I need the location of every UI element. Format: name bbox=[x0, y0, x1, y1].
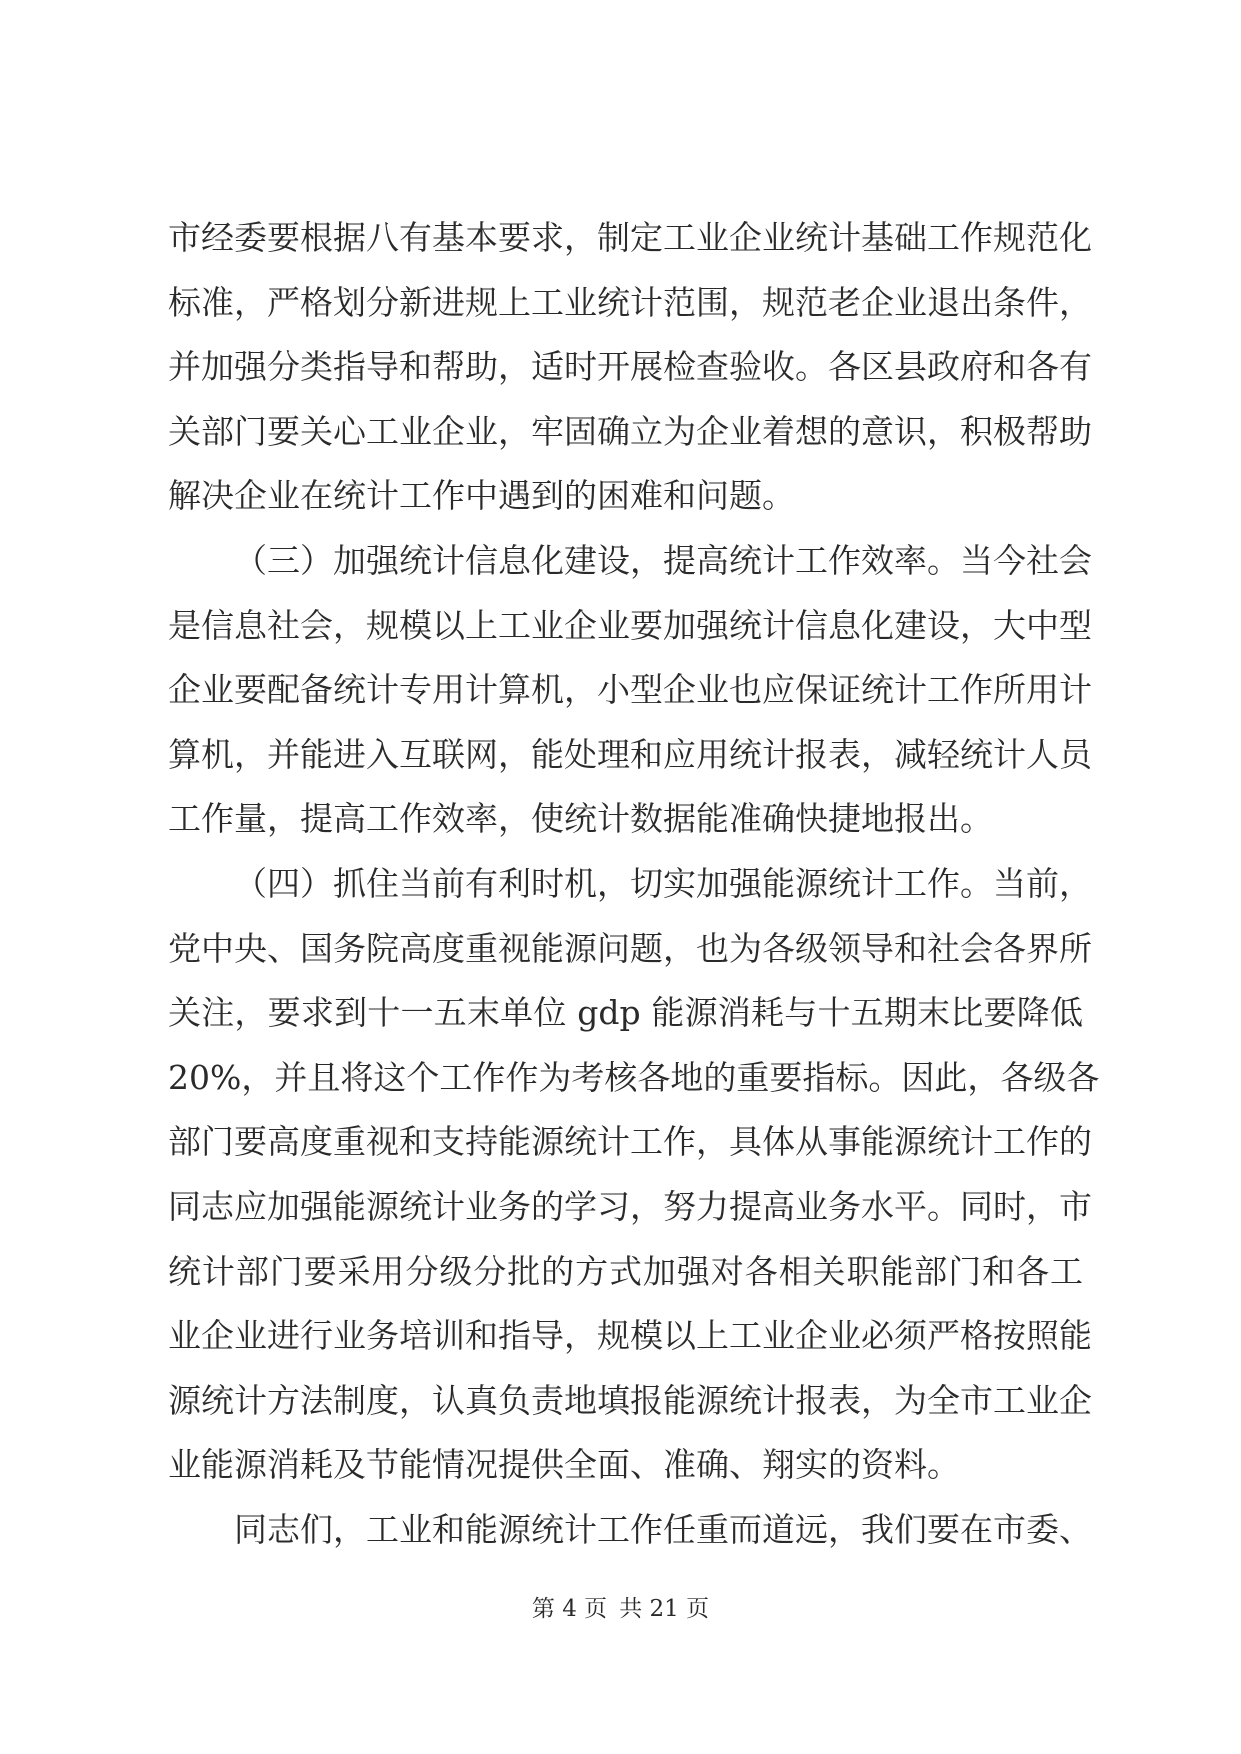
text-line: 统计部门要采用分级分批的方式加强对各相关职能部门和各工 bbox=[168, 1251, 1083, 1291]
text-line: 源统计方法制度，认真负责地填报能源统计报表，为全市工业企 bbox=[168, 1380, 1092, 1420]
text-line: 工作量，提高工作效率，使统计数据能准确快捷地报出。 bbox=[168, 799, 993, 839]
text-line: 业能源消耗及节能情况提供全面、准确、翔实的资料。 bbox=[168, 1445, 960, 1485]
text-line: 标准，严格划分新进规上工业统计范围，规范老企业退出条件， bbox=[168, 282, 1092, 322]
text-line: 20%，并且将这个工作作为考核各地的重要指标。因此，各级各 bbox=[168, 1057, 1100, 1097]
text-line: 并加强分类指导和帮助，适时开展检查验收。各区县政府和各有 bbox=[168, 347, 1092, 387]
text-line: 企业要配备统计专用计算机，小型企业也应保证统计工作所用计 bbox=[168, 670, 1092, 710]
text-line: 部门要高度重视和支持能源统计工作，具体从事能源统计工作的 bbox=[168, 1122, 1092, 1162]
text-line: （三）加强统计信息化建设，提高统计工作效率。当今社会 bbox=[234, 540, 1092, 580]
text-line: 党中央、国务院高度重视能源问题，也为各级领导和社会各界所 bbox=[168, 928, 1092, 968]
page-number: 第 4 页 bbox=[531, 1596, 608, 1622]
text-line: （四）抓住当前有利时机，切实加强能源统计工作。当前， bbox=[234, 863, 1092, 903]
text-line: 业企业进行业务培训和指导，规模以上工业企业必须严格按照能 bbox=[168, 1316, 1092, 1356]
text-line: 同志们，工业和能源统计工作任重而道远，我们要在市委、 bbox=[234, 1509, 1092, 1549]
text-line: 算机，并能进入互联网，能处理和应用统计报表，减轻统计人员 bbox=[168, 734, 1092, 774]
page-total: 共 21 页 bbox=[619, 1596, 710, 1622]
text-line: 是信息社会，规模以上工业企业要加强统计信息化建设，大中型 bbox=[168, 605, 1092, 645]
body-text bbox=[168, 206, 1100, 1562]
text-line: 关注，要求到十一五末单位 gdp 能源消耗与十五期末比要降低 bbox=[168, 993, 1083, 1033]
page-footer bbox=[0, 1590, 1241, 1623]
text-line: 解决企业在统计工作中遇到的困难和问题。 bbox=[168, 476, 795, 516]
text-line: 同志应加强能源统计业务的学习，努力提高业务水平。同时，市 bbox=[168, 1186, 1092, 1226]
text-line: 市经委要根据八有基本要求，制定工业企业统计基础工作规范化 bbox=[168, 218, 1092, 257]
text-line: 关部门要关心工业企业，牢固确立为企业着想的意识，积极帮助 bbox=[168, 411, 1092, 451]
